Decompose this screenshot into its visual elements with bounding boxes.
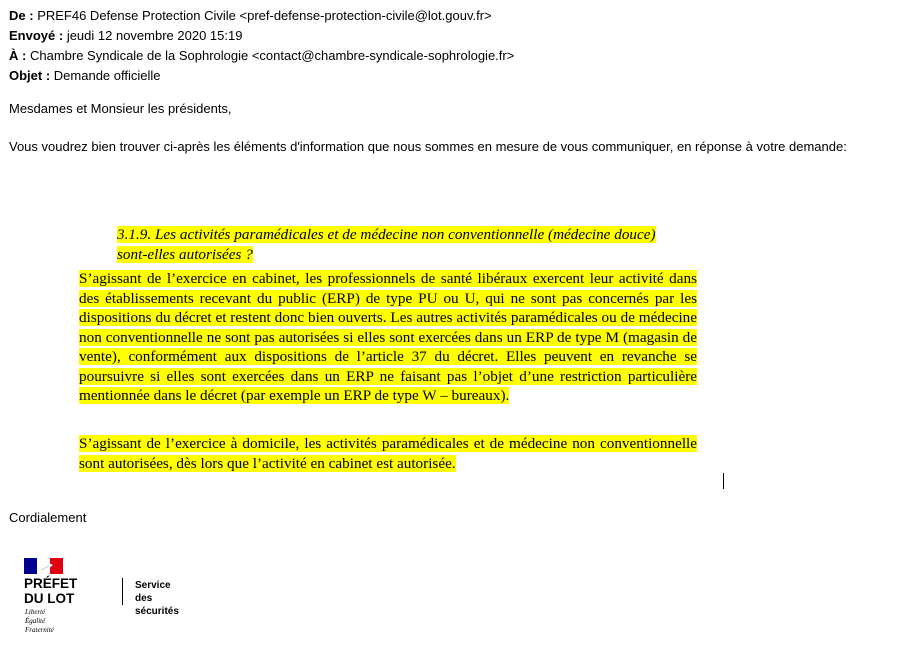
from-label: De :	[9, 8, 34, 23]
email-header	[9, 6, 514, 86]
quoted-heading-line2: sont-elles autorisées ?	[117, 245, 253, 263]
to-label: À :	[9, 48, 27, 63]
from-row	[9, 6, 514, 26]
service-line-2: sécurités	[135, 606, 179, 617]
to-row	[9, 46, 514, 66]
sent-label: Envoyé :	[9, 28, 64, 43]
quoted-paragraph-1	[79, 269, 697, 406]
quoted-paragraph-1-text: S’agissant de l’exercice en cabinet, les professionnels de santé libéraux exercent leur activité dans des établissements recevant du public (ERP) de type PU ou U, qui ne sont pas concernés par les dispositions du décret et restent donc bien ouverts. Les autres activités paramédicales ou de médecine non conventionnelle ne sont pas autorisées si elles sont exercées dans un ERP de type M (magasin de vente), conformément aux dispositions de l’article 37 du décret. Elles peuvent en revanche se poursuivre si elles sont exercées dans un ERP ne faisant pas l’objet d’une restriction particulière mentionnée dans le décret (par exemple un ERP de type W – bureaux).	[79, 270, 697, 404]
quoted-heading-line1: 3.1.9. Les activités paramédicales et de médecine non conventionnelle (médecine douce)	[117, 226, 656, 243]
from-value: PREF46 Defense Protection Civile <pref-defense-protection-civile@lot.gouv.fr>	[37, 8, 492, 23]
to-value: Chambre Syndicale de la Sophrologie <contact@chambre-syndicale-sophrologie.fr>	[29, 48, 515, 63]
intro-paragraph: Vous voudrez bien trouver ci-après les éléments d'information que nous sommes en mesure de vous communiquer, en réponse à votre demande:	[9, 139, 847, 154]
subject-label: Objet :	[9, 68, 51, 83]
service-name	[135, 579, 179, 618]
quoted-heading	[117, 225, 697, 264]
sent-value: jeudi 12 novembre 2020 15:19	[66, 28, 243, 43]
prefet-title	[24, 576, 77, 606]
marianne-flag-icon	[24, 558, 63, 574]
quoted-paragraph-2-text: S’agissant de l’exercice à domicile, les activités paramédicales et de médecine non conventionnelle sont autorisées, dès lors que l’activité en cabinet est autorisée.	[79, 435, 697, 472]
motto-egalite: Égalité	[25, 617, 46, 625]
greeting: Mesdames et Monsieur les présidents,	[9, 101, 232, 116]
service-line-1: Service des	[135, 580, 171, 604]
closing: Cordialement	[9, 510, 87, 525]
sent-row	[9, 26, 514, 46]
republic-motto	[25, 608, 54, 635]
logo-divider	[122, 578, 123, 605]
quoted-paragraph-2	[79, 434, 697, 473]
motto-liberte: Liberté	[25, 608, 46, 616]
subject-row	[9, 66, 514, 86]
text-cursor	[723, 473, 724, 489]
motto-fraternite: Fraternité	[25, 626, 54, 634]
prefet-line-1: PRÉFET	[24, 576, 78, 591]
subject-value: Demande officielle	[53, 68, 161, 83]
prefet-line-2: DU LOT	[24, 591, 75, 606]
